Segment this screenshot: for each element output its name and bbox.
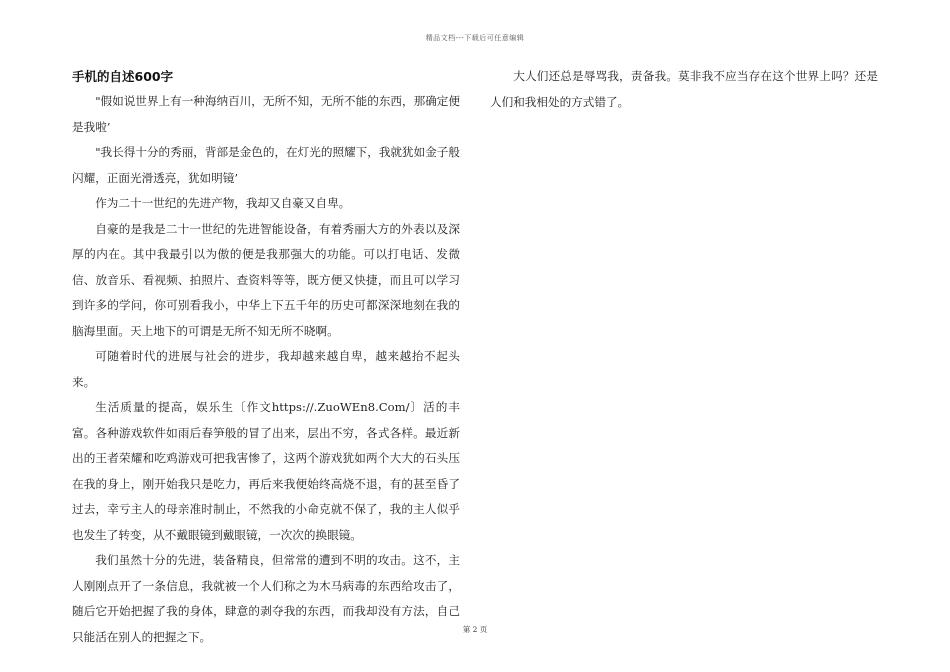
paragraph: "假如说世界上有一种海纳百川，无所不知，无所不能的东西，那确定便是我啦’ bbox=[72, 94, 460, 134]
article-title: 手机的自述600字 bbox=[72, 69, 174, 84]
page-header: 精品文档---下载后可任意编辑 bbox=[425, 34, 525, 42]
paragraph: 我们虽然十分的先进，装备精良，但常常的遭到不明的攻击。这不，主人刚刚点开了一条信息，我就被一个人们称之为木马病毒的东西给攻击了，随后它开始把握了我的身体，肆意的剥夺我的东西，而我却没有方法，自己只能活在别人的把握之下。 bbox=[72, 553, 460, 644]
right-column bbox=[490, 64, 878, 115]
paragraph: 可随着时代的进展与社会的进步，我却越来越自卑，越来越抬不起头来。 bbox=[72, 349, 460, 389]
paragraph: 自豪的是我是二十一世纪的先进智能设备，有着秀丽大方的外表以及深厚的内在。其中我最引以为傲的便是我那强大的功能。可以打电话、发微信、放音乐、看视频、拍照片、查资料等等，既方便又快捷，而且可以学习到许多的学问，你可别看我小，中华上下五千年的历史可都深深地刻在我的脑海里面。天上地下的可谓是无所不知无所不晓啊。 bbox=[72, 221, 460, 338]
paragraph: "我长得十分的秀丽，背部是金色的，在灯光的照耀下，我就犹如金子般闪耀，正面光滑透亮，犹如明镜’ bbox=[72, 145, 460, 185]
paragraph: 作为二十一世纪的先进产物，我却又自豪又自卑。 bbox=[95, 196, 351, 210]
paragraph: 大人们还总是辱骂我，责备我。莫非我不应当存在这个世界上吗？还是人们和我相处的方式错了。 bbox=[490, 69, 878, 109]
paragraph: 生活质量的提高，娱乐生〔作文https://.ZuoWEn8.Com/〕活的丰富。各种游戏软件如雨后春笋般的冒了出来，层出不穷，各式各样。最近新出的王者荣耀和吃鸡游戏可把我害惨了，这两个游戏犹如两个大大的石头压在我的身上，刚开始我只是吃力，再后来我便始终高烧不退，有的甚至昏了过去，幸亏主人的母亲准时制止，不然我的小命克就不保了，我的主人似乎也发生了转变，从不戴眼镜到戴眼镜，一次次的换眼镜。 bbox=[72, 400, 460, 542]
page-number: 第 2 页 bbox=[462, 625, 488, 634]
left-column bbox=[72, 64, 460, 650]
